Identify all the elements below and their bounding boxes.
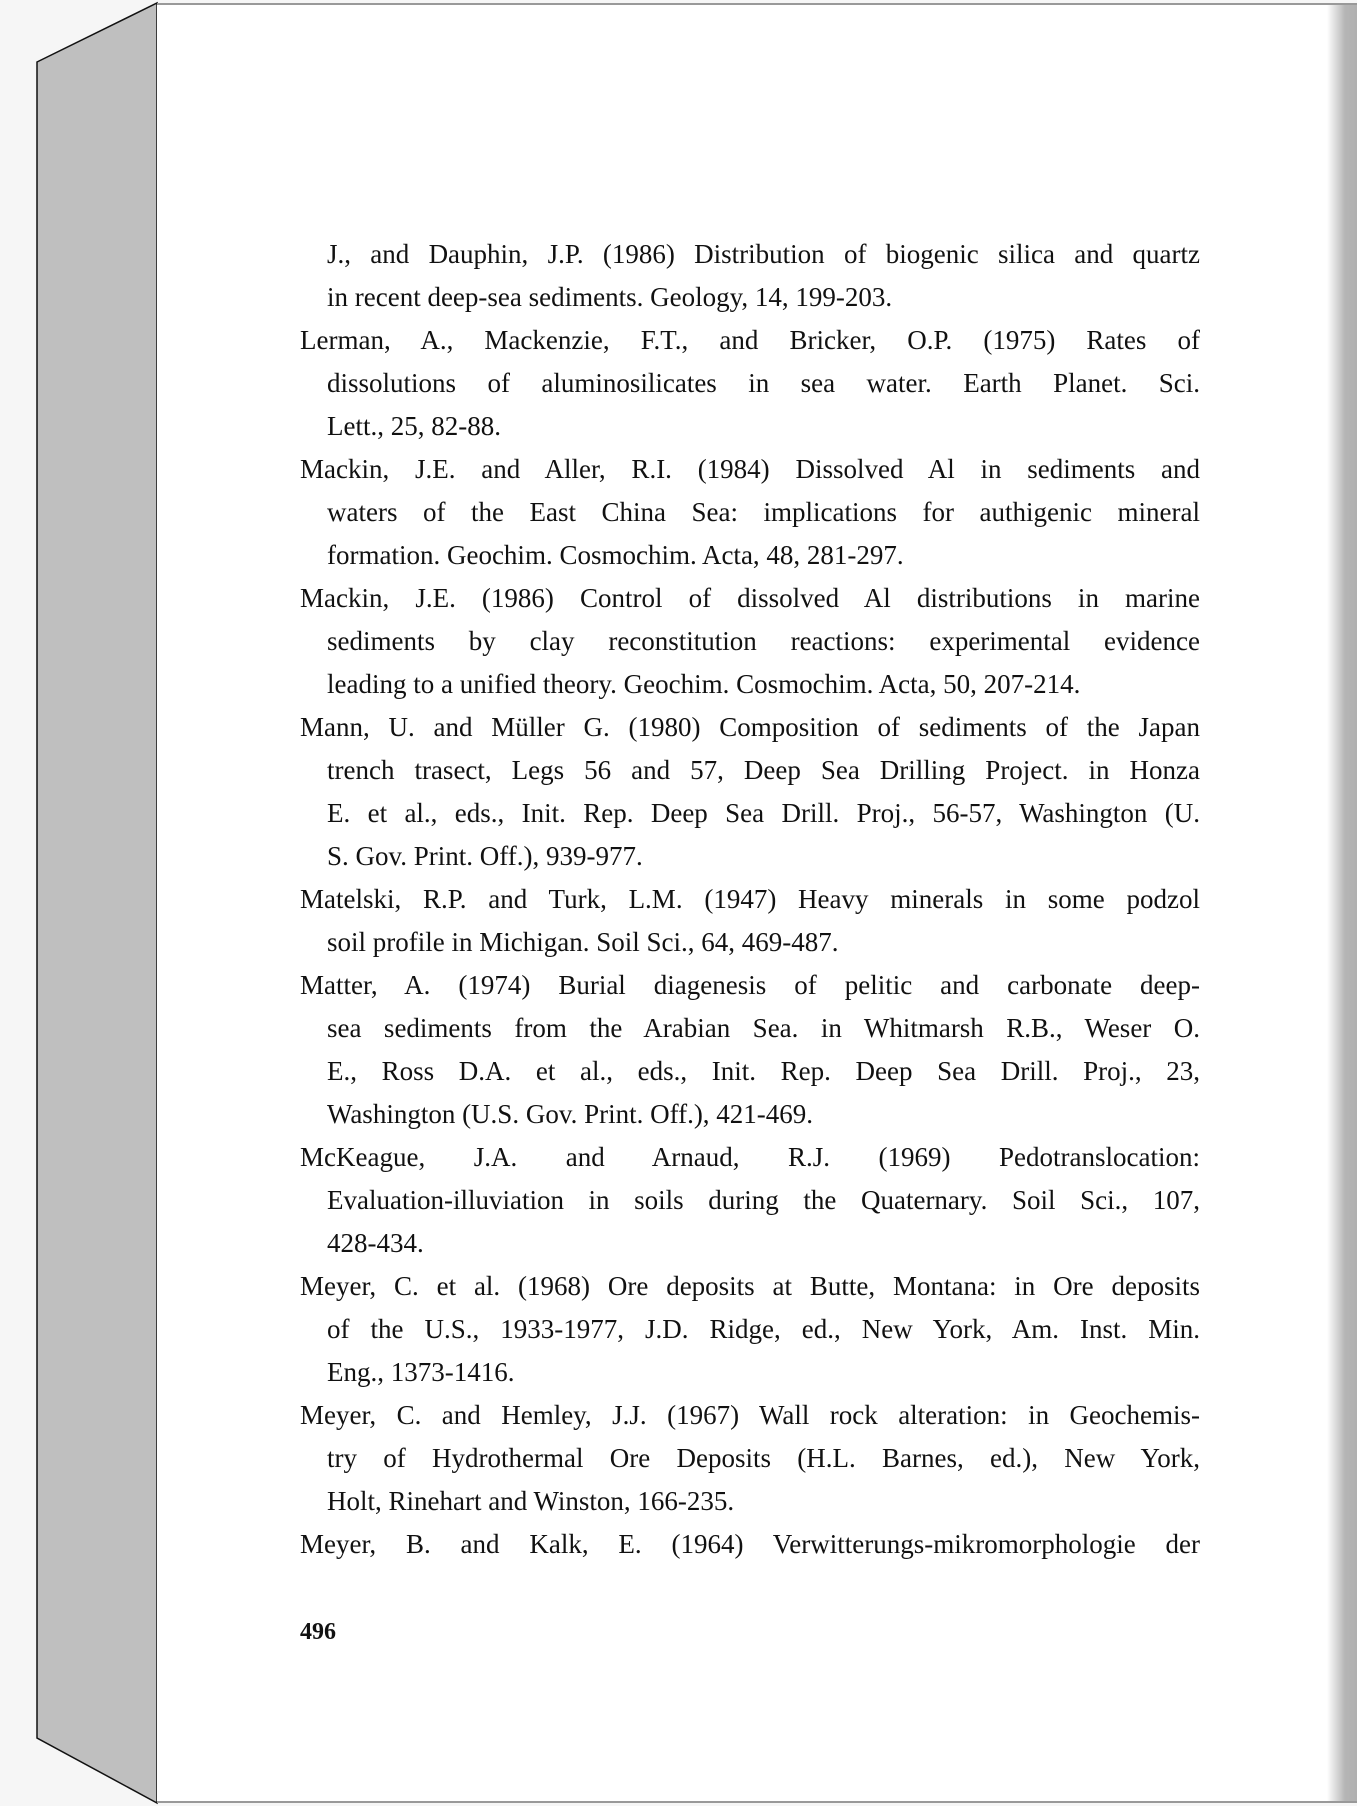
reference-line: sea sediments from the Arabian Sea. in Whitmarsh R.B., Weser O. [327,1013,1200,1043]
reference-line: leading to a unified theory. Geochim. Cosmochim. Acta, 50, 207-214. [327,669,1081,699]
reference-line: waters of the East China Sea: implications for authigenic mineral [327,497,1200,527]
reference-line: Meyer, C. et al. (1968) Ore deposits at Butte, Montana: in Ore deposits [300,1271,1200,1301]
reference-line: 428-434. [327,1228,424,1258]
reference-line: try of Hydrothermal Ore Deposits (H.L. Barnes, ed.), New York, [327,1443,1200,1473]
reference-line: dissolutions of aluminosilicates in sea water. Earth Planet. Sci. [327,368,1200,398]
reference-entry [300,964,1200,1136]
reference-entry [300,233,1200,319]
reference-entry [300,1265,1200,1394]
reference-line: soil profile in Michigan. Soil Sci., 64, 469-487. [327,927,839,957]
reference-line: Lerman, A., Mackenzie, F.T., and Bricker, O.P. (1975) Rates of [300,325,1200,355]
book-page [157,3,1357,1803]
reference-line: Evaluation-illuviation in soils during the Quaternary. Soil Sci., 107, [327,1185,1200,1215]
page-number: 496 [300,1619,336,1645]
reference-entry [300,1136,1200,1265]
reference-line: S. Gov. Print. Off.), 939-977. [327,841,643,871]
reference-entry [300,878,1200,964]
reference-line: Holt, Rinehart and Winston, 166-235. [327,1486,735,1516]
reference-entry [300,448,1200,577]
reference-entry [300,319,1200,448]
reference-line: Matter, A. (1974) Burial diagenesis of pelitic and carbonate deep- [300,970,1200,1000]
reference-line: sediments by clay reconstitution reactions: experimental evidence [327,626,1200,656]
reference-entry [300,577,1200,706]
reference-entry [300,1523,1200,1566]
reference-line: Mann, U. and Müller G. (1980) Composition of sediments of the Japan [300,712,1200,742]
reference-line: Meyer, C. and Hemley, J.J. (1967) Wall rock alteration: in Geochemis- [300,1400,1200,1430]
reference-line: Eng., 1373-1416. [327,1357,515,1387]
reference-line: Matelski, R.P. and Turk, L.M. (1947) Heavy minerals in some podzol [300,884,1200,914]
reference-line: trench trasect, Legs 56 and 57, Deep Sea Drilling Project. in Honza [327,755,1200,785]
reference-line: formation. Geochim. Cosmochim. Acta, 48, 281-297. [327,540,904,570]
reference-line: E., Ross D.A. et al., eds., Init. Rep. Deep Sea Drill. Proj., 23, [327,1056,1200,1086]
reference-line: McKeague, J.A. and Arnaud, R.J. (1969) Pedotranslocation: [300,1142,1200,1172]
reference-entry [300,1394,1200,1523]
page-edge-shadow [1327,5,1357,1801]
reference-line: Lett., 25, 82-88. [327,411,501,441]
reference-entry [300,706,1200,878]
reference-line: in recent deep-sea sediments. Geology, 14, 199-203. [327,282,893,312]
reference-line: Washington (U.S. Gov. Print. Off.), 421-469. [327,1099,814,1129]
reference-line: Meyer, B. and Kalk, E. (1964) Verwitterungs-mikromorphologie der [300,1529,1200,1559]
reference-line: E. et al., eds., Init. Rep. Deep Sea Drill. Proj., 56-57, Washington (U. [327,798,1200,828]
reference-list [300,233,1200,1566]
reference-line: Mackin, J.E. (1986) Control of dissolved Al distributions in marine [300,583,1200,613]
reference-line: Mackin, J.E. and Aller, R.I. (1984) Dissolved Al in sediments and [300,454,1200,484]
reference-line: J., and Dauphin, J.P. (1986) Distribution of biogenic silica and quartz [327,239,1200,269]
reference-line: of the U.S., 1933-1977, J.D. Ridge, ed., New York, Am. Inst. Min. [327,1314,1200,1344]
